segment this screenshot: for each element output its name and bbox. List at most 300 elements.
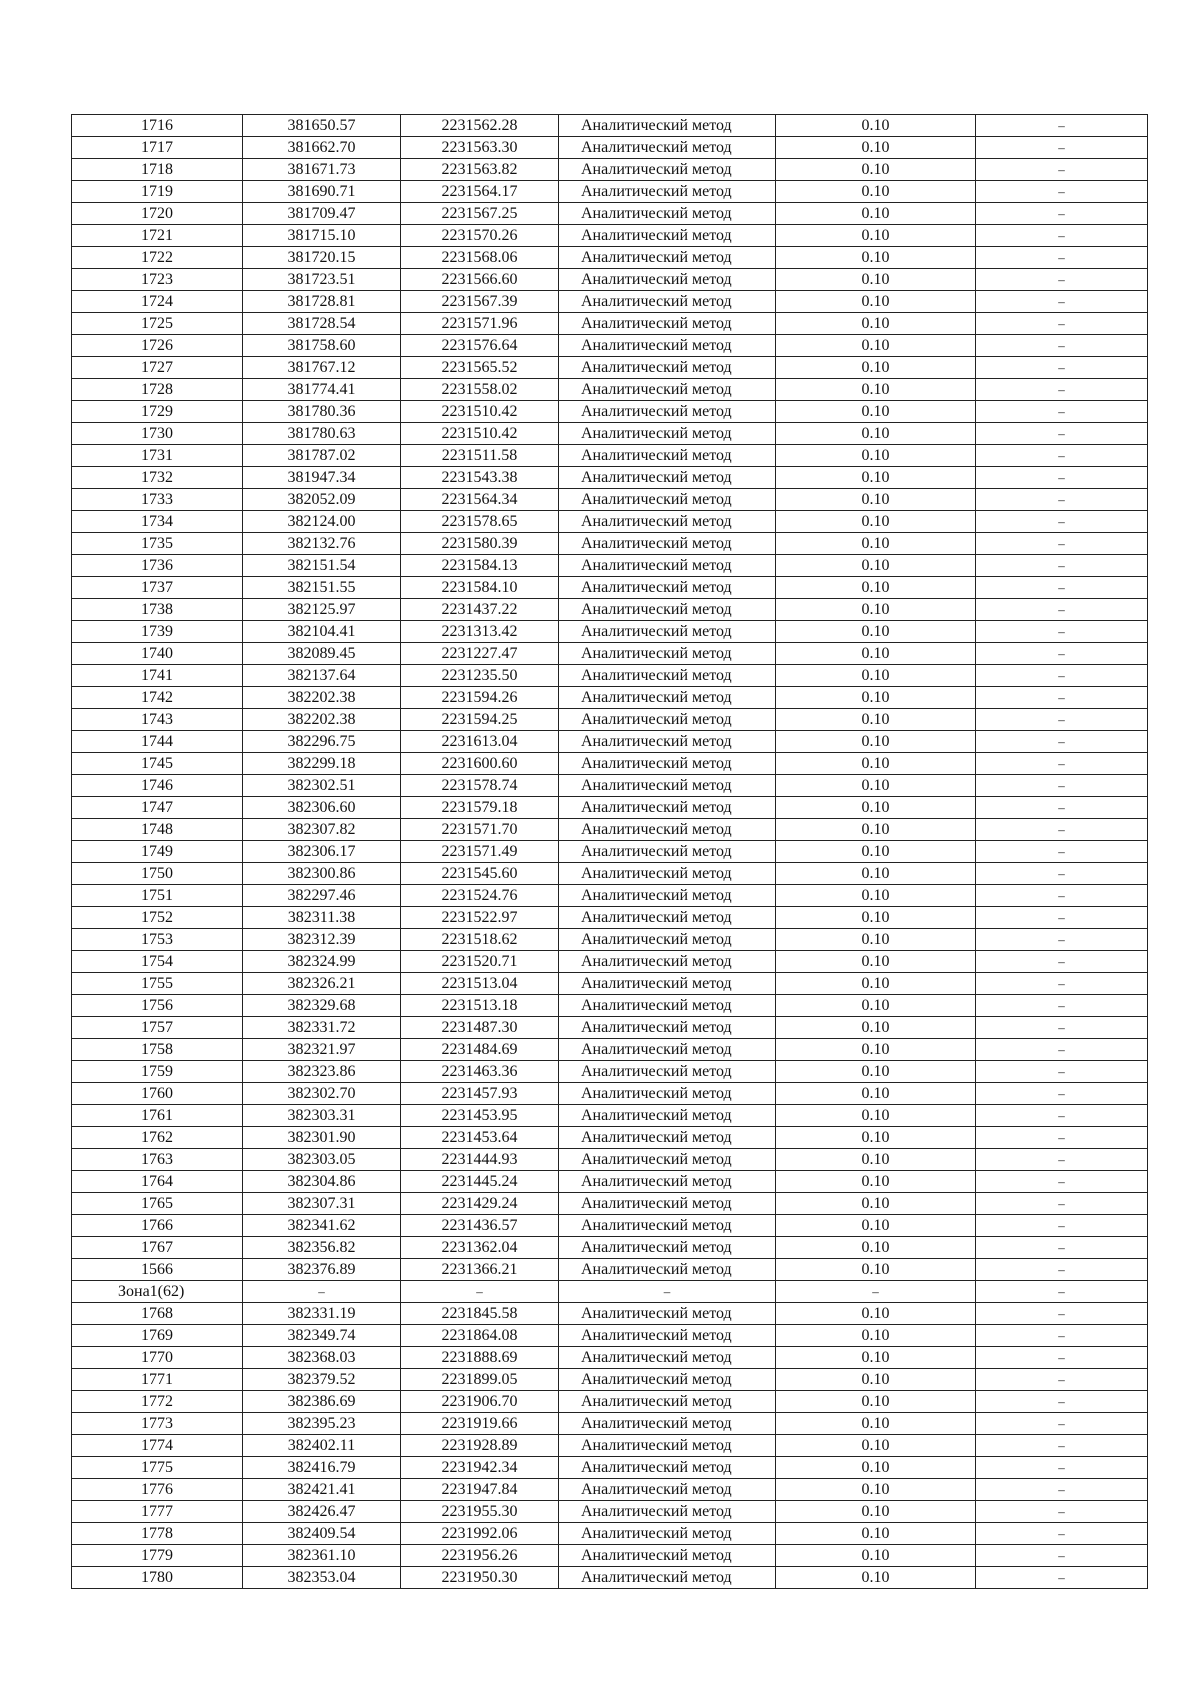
x-coordinate-cell: 381709.47 (243, 203, 401, 225)
x-coordinate-cell: 382395.23 (243, 1413, 401, 1435)
accuracy-cell: 0.10 (776, 1369, 976, 1391)
accuracy-cell: 0.10 (776, 731, 976, 753)
method-cell: Аналитический метод (559, 797, 776, 819)
method-cell: Аналитический метод (559, 1457, 776, 1479)
accuracy-cell: 0.10 (776, 1567, 976, 1589)
accuracy-cell: 0.10 (776, 885, 976, 907)
y-coordinate-cell: 2231453.95 (401, 1105, 559, 1127)
table-row (72, 1567, 1148, 1589)
x-coordinate-cell: 382202.38 (243, 709, 401, 731)
y-coordinate-cell: 2231578.65 (401, 511, 559, 533)
y-coordinate-cell: 2231563.82 (401, 159, 559, 181)
x-coordinate-cell: 381662.70 (243, 137, 401, 159)
note-cell: – (976, 1567, 1148, 1589)
y-coordinate-cell: 2231613.04 (401, 731, 559, 753)
note-cell: – (976, 973, 1148, 995)
method-cell: Аналитический метод (559, 269, 776, 291)
note-cell: – (976, 423, 1148, 445)
note-cell: – (976, 665, 1148, 687)
accuracy-cell: – (776, 1281, 976, 1303)
method-cell: Аналитический метод (559, 1171, 776, 1193)
y-coordinate-cell: 2231563.30 (401, 137, 559, 159)
point-number-cell: 1725 (72, 313, 243, 335)
y-coordinate-cell: 2231436.57 (401, 1215, 559, 1237)
note-cell: – (976, 489, 1148, 511)
table-row (72, 1017, 1148, 1039)
note-cell: – (976, 1457, 1148, 1479)
table-row (72, 797, 1148, 819)
accuracy-cell: 0.10 (776, 379, 976, 401)
method-cell: Аналитический метод (559, 1303, 776, 1325)
y-coordinate-cell: 2231564.17 (401, 181, 559, 203)
method-cell: Аналитический метод (559, 709, 776, 731)
y-coordinate-cell: 2231899.05 (401, 1369, 559, 1391)
accuracy-cell: 0.10 (776, 1039, 976, 1061)
point-number-cell: 1764 (72, 1171, 243, 1193)
point-number-cell: 1760 (72, 1083, 243, 1105)
note-cell: – (976, 467, 1148, 489)
point-number-cell: 1723 (72, 269, 243, 291)
y-coordinate-cell: 2231511.58 (401, 445, 559, 467)
note-cell: – (976, 445, 1148, 467)
accuracy-cell: 0.10 (776, 929, 976, 951)
x-coordinate-cell: 382368.03 (243, 1347, 401, 1369)
note-cell: – (976, 335, 1148, 357)
y-coordinate-cell: 2231888.69 (401, 1347, 559, 1369)
y-coordinate-cell: 2231518.62 (401, 929, 559, 951)
point-number-cell: 1778 (72, 1523, 243, 1545)
note-cell: – (976, 753, 1148, 775)
x-coordinate-cell: 382151.55 (243, 577, 401, 599)
y-coordinate-cell: 2231950.30 (401, 1567, 559, 1589)
x-coordinate-cell: 381780.63 (243, 423, 401, 445)
method-cell: Аналитический метод (559, 1347, 776, 1369)
table-row (72, 1391, 1148, 1413)
y-coordinate-cell: 2231444.93 (401, 1149, 559, 1171)
note-cell: – (976, 1237, 1148, 1259)
accuracy-cell: 0.10 (776, 423, 976, 445)
accuracy-cell: 0.10 (776, 1435, 976, 1457)
accuracy-cell: 0.10 (776, 863, 976, 885)
point-number-cell: 1767 (72, 1237, 243, 1259)
y-coordinate-cell: 2231584.10 (401, 577, 559, 599)
accuracy-cell: 0.10 (776, 203, 976, 225)
table-body (72, 115, 1148, 1589)
point-number-cell: 1729 (72, 401, 243, 423)
method-cell: Аналитический метод (559, 1039, 776, 1061)
table-row (72, 247, 1148, 269)
accuracy-cell: 0.10 (776, 577, 976, 599)
note-cell: – (976, 401, 1148, 423)
x-coordinate-cell: 382324.99 (243, 951, 401, 973)
point-number-cell: 1756 (72, 995, 243, 1017)
point-number-cell: 1759 (72, 1061, 243, 1083)
method-cell: Аналитический метод (559, 445, 776, 467)
table-row (72, 1457, 1148, 1479)
note-cell: – (976, 1523, 1148, 1545)
method-cell: Аналитический метод (559, 687, 776, 709)
table-row (72, 115, 1148, 137)
table-row (72, 1215, 1148, 1237)
y-coordinate-cell: – (401, 1281, 559, 1303)
accuracy-cell: 0.10 (776, 247, 976, 269)
table-row (72, 511, 1148, 533)
table-row (72, 1193, 1148, 1215)
method-cell: Аналитический метод (559, 775, 776, 797)
table-row (72, 401, 1148, 423)
method-cell: Аналитический метод (559, 1193, 776, 1215)
y-coordinate-cell: 2231566.60 (401, 269, 559, 291)
point-number-cell: 1717 (72, 137, 243, 159)
x-coordinate-cell: 381650.57 (243, 115, 401, 137)
table-row (72, 533, 1148, 555)
point-number-cell: 1736 (72, 555, 243, 577)
point-number-cell: 1745 (72, 753, 243, 775)
accuracy-cell: 0.10 (776, 1127, 976, 1149)
method-cell: Аналитический метод (559, 335, 776, 357)
accuracy-cell: 0.10 (776, 841, 976, 863)
point-number-cell: 1768 (72, 1303, 243, 1325)
accuracy-cell: 0.10 (776, 665, 976, 687)
note-cell: – (976, 1281, 1148, 1303)
method-cell: Аналитический метод (559, 357, 776, 379)
note-cell: – (976, 995, 1148, 1017)
accuracy-cell: 0.10 (776, 1347, 976, 1369)
table-row (72, 335, 1148, 357)
point-number-cell: 1775 (72, 1457, 243, 1479)
x-coordinate-cell: 382361.10 (243, 1545, 401, 1567)
point-number-cell: 1772 (72, 1391, 243, 1413)
point-number-cell: 1753 (72, 929, 243, 951)
y-coordinate-cell: 2231594.26 (401, 687, 559, 709)
method-cell: Аналитический метод (559, 555, 776, 577)
y-coordinate-cell: 2231571.70 (401, 819, 559, 841)
x-coordinate-cell: 381767.12 (243, 357, 401, 379)
y-coordinate-cell: 2231313.42 (401, 621, 559, 643)
accuracy-cell: 0.10 (776, 1479, 976, 1501)
method-cell: Аналитический метод (559, 1391, 776, 1413)
accuracy-cell: 0.10 (776, 489, 976, 511)
table-row (72, 1347, 1148, 1369)
note-cell: – (976, 1171, 1148, 1193)
point-number-cell: 1758 (72, 1039, 243, 1061)
x-coordinate-cell: 382089.45 (243, 643, 401, 665)
method-cell: Аналитический метод (559, 1325, 776, 1347)
accuracy-cell: 0.10 (776, 1413, 976, 1435)
note-cell: – (976, 621, 1148, 643)
table-row (72, 885, 1148, 907)
accuracy-cell: 0.10 (776, 511, 976, 533)
accuracy-cell: 0.10 (776, 1391, 976, 1413)
x-coordinate-cell: 382323.86 (243, 1061, 401, 1083)
table-row (72, 1435, 1148, 1457)
point-number-cell: 1780 (72, 1567, 243, 1589)
x-coordinate-cell: 381728.54 (243, 313, 401, 335)
table-row (72, 665, 1148, 687)
table-row (72, 269, 1148, 291)
y-coordinate-cell: 2231362.04 (401, 1237, 559, 1259)
method-cell: Аналитический метод (559, 929, 776, 951)
point-number-cell: 1743 (72, 709, 243, 731)
table-row (72, 973, 1148, 995)
point-number-cell: 1761 (72, 1105, 243, 1127)
method-cell: Аналитический метод (559, 1523, 776, 1545)
table-row (72, 181, 1148, 203)
table-row (72, 1237, 1148, 1259)
accuracy-cell: 0.10 (776, 335, 976, 357)
note-cell: – (976, 1303, 1148, 1325)
method-cell: Аналитический метод (559, 863, 776, 885)
point-number-cell: 1726 (72, 335, 243, 357)
point-number-cell: 1774 (72, 1435, 243, 1457)
x-coordinate-cell: 382421.41 (243, 1479, 401, 1501)
accuracy-cell: 0.10 (776, 313, 976, 335)
x-coordinate-cell: 382307.82 (243, 819, 401, 841)
accuracy-cell: 0.10 (776, 1501, 976, 1523)
note-cell: – (976, 225, 1148, 247)
accuracy-cell: 0.10 (776, 1171, 976, 1193)
point-number-cell: 1752 (72, 907, 243, 929)
note-cell: – (976, 1127, 1148, 1149)
x-coordinate-cell: 381690.71 (243, 181, 401, 203)
note-cell: – (976, 203, 1148, 225)
method-cell: Аналитический метод (559, 533, 776, 555)
method-cell: Аналитический метод (559, 1501, 776, 1523)
y-coordinate-cell: 2231235.50 (401, 665, 559, 687)
point-number-cell: 1716 (72, 115, 243, 137)
note-cell: – (976, 687, 1148, 709)
accuracy-cell: 0.10 (776, 1083, 976, 1105)
accuracy-cell: 0.10 (776, 291, 976, 313)
table-row (72, 313, 1148, 335)
method-cell: – (559, 1281, 776, 1303)
y-coordinate-cell: 2231366.21 (401, 1259, 559, 1281)
accuracy-cell: 0.10 (776, 555, 976, 577)
accuracy-cell: 0.10 (776, 137, 976, 159)
table-row (72, 1083, 1148, 1105)
accuracy-cell: 0.10 (776, 1105, 976, 1127)
method-cell: Аналитический метод (559, 401, 776, 423)
method-cell: Аналитический метод (559, 973, 776, 995)
y-coordinate-cell: 2231570.26 (401, 225, 559, 247)
table-row (72, 1127, 1148, 1149)
x-coordinate-cell: 382151.54 (243, 555, 401, 577)
x-coordinate-cell: 382052.09 (243, 489, 401, 511)
note-cell: – (976, 1479, 1148, 1501)
method-cell: Аналитический метод (559, 621, 776, 643)
note-cell: – (976, 1413, 1148, 1435)
table-row (72, 709, 1148, 731)
x-coordinate-cell: 382307.31 (243, 1193, 401, 1215)
x-coordinate-cell: 382349.74 (243, 1325, 401, 1347)
x-coordinate-cell: 382297.46 (243, 885, 401, 907)
x-coordinate-cell: 382376.89 (243, 1259, 401, 1281)
method-cell: Аналитический метод (559, 1105, 776, 1127)
note-cell: – (976, 863, 1148, 885)
note-cell: – (976, 1017, 1148, 1039)
y-coordinate-cell: 2231568.06 (401, 247, 559, 269)
point-number-cell: 1742 (72, 687, 243, 709)
method-cell: Аналитический метод (559, 599, 776, 621)
x-coordinate-cell: 381758.60 (243, 335, 401, 357)
note-cell: – (976, 137, 1148, 159)
x-coordinate-cell: 382326.21 (243, 973, 401, 995)
point-number-cell: 1718 (72, 159, 243, 181)
method-cell: Аналитический метод (559, 225, 776, 247)
x-coordinate-cell: 382104.41 (243, 621, 401, 643)
table-row (72, 1479, 1148, 1501)
y-coordinate-cell: 2231564.34 (401, 489, 559, 511)
point-number-cell: 1755 (72, 973, 243, 995)
method-cell: Аналитический метод (559, 1435, 776, 1457)
point-number-cell: 1765 (72, 1193, 243, 1215)
y-coordinate-cell: 2231429.24 (401, 1193, 559, 1215)
table-row (72, 929, 1148, 951)
method-cell: Аналитический метод (559, 247, 776, 269)
table-row (72, 1523, 1148, 1545)
accuracy-cell: 0.10 (776, 269, 976, 291)
y-coordinate-cell: 2231942.34 (401, 1457, 559, 1479)
accuracy-cell: 0.10 (776, 1303, 976, 1325)
x-coordinate-cell: 382301.90 (243, 1127, 401, 1149)
x-coordinate-cell: 382132.76 (243, 533, 401, 555)
table-row (72, 819, 1148, 841)
x-coordinate-cell: 382386.69 (243, 1391, 401, 1413)
y-coordinate-cell: 2231562.28 (401, 115, 559, 137)
table-row (72, 379, 1148, 401)
point-number-cell: 1747 (72, 797, 243, 819)
accuracy-cell: 0.10 (776, 797, 976, 819)
accuracy-cell: 0.10 (776, 687, 976, 709)
table-row (72, 577, 1148, 599)
table-row (72, 1303, 1148, 1325)
accuracy-cell: 0.10 (776, 1259, 976, 1281)
point-number-cell: 1771 (72, 1369, 243, 1391)
accuracy-cell: 0.10 (776, 1457, 976, 1479)
method-cell: Аналитический метод (559, 1259, 776, 1281)
table-row (72, 995, 1148, 1017)
point-number-cell: 1746 (72, 775, 243, 797)
accuracy-cell: 0.10 (776, 1149, 976, 1171)
method-cell: Аналитический метод (559, 423, 776, 445)
y-coordinate-cell: 2231579.18 (401, 797, 559, 819)
note-cell: – (976, 1259, 1148, 1281)
y-coordinate-cell: 2231992.06 (401, 1523, 559, 1545)
y-coordinate-cell: 2231463.36 (401, 1061, 559, 1083)
y-coordinate-cell: 2231578.74 (401, 775, 559, 797)
point-number-cell: 1773 (72, 1413, 243, 1435)
x-coordinate-cell: 381787.02 (243, 445, 401, 467)
point-number-cell: 1734 (72, 511, 243, 533)
note-cell: – (976, 1039, 1148, 1061)
accuracy-cell: 0.10 (776, 1325, 976, 1347)
accuracy-cell: 0.10 (776, 225, 976, 247)
method-cell: Аналитический метод (559, 1369, 776, 1391)
note-cell: – (976, 1215, 1148, 1237)
note-cell: – (976, 555, 1148, 577)
point-number-cell: 1777 (72, 1501, 243, 1523)
accuracy-cell: 0.10 (776, 951, 976, 973)
y-coordinate-cell: 2231928.89 (401, 1435, 559, 1457)
method-cell: Аналитический метод (559, 203, 776, 225)
y-coordinate-cell: 2231524.76 (401, 885, 559, 907)
table-row (72, 621, 1148, 643)
accuracy-cell: 0.10 (776, 1523, 976, 1545)
accuracy-cell: 0.10 (776, 357, 976, 379)
point-number-cell: 1732 (72, 467, 243, 489)
accuracy-cell: 0.10 (776, 533, 976, 555)
y-coordinate-cell: 2231457.93 (401, 1083, 559, 1105)
x-coordinate-cell: 382303.05 (243, 1149, 401, 1171)
note-cell: – (976, 1325, 1148, 1347)
y-coordinate-cell: 2231567.25 (401, 203, 559, 225)
y-coordinate-cell: 2231513.04 (401, 973, 559, 995)
x-coordinate-cell: 382304.86 (243, 1171, 401, 1193)
x-coordinate-cell: 382302.70 (243, 1083, 401, 1105)
note-cell: – (976, 313, 1148, 335)
point-number-cell: 1722 (72, 247, 243, 269)
method-cell: Аналитический метод (559, 115, 776, 137)
y-coordinate-cell: 2231600.60 (401, 753, 559, 775)
accuracy-cell: 0.10 (776, 1193, 976, 1215)
x-coordinate-cell: 382302.51 (243, 775, 401, 797)
point-number-cell: 1728 (72, 379, 243, 401)
y-coordinate-cell: 2231576.64 (401, 335, 559, 357)
method-cell: Аналитический метод (559, 1413, 776, 1435)
x-coordinate-cell: 382125.97 (243, 599, 401, 621)
point-number-cell: 1724 (72, 291, 243, 313)
y-coordinate-cell: 2231437.22 (401, 599, 559, 621)
table-row (72, 203, 1148, 225)
table-row (72, 291, 1148, 313)
note-cell: – (976, 951, 1148, 973)
y-coordinate-cell: 2231845.58 (401, 1303, 559, 1325)
note-cell: – (976, 819, 1148, 841)
table-row (72, 687, 1148, 709)
y-coordinate-cell: 2231227.47 (401, 643, 559, 665)
note-cell: – (976, 709, 1148, 731)
x-coordinate-cell: 382321.97 (243, 1039, 401, 1061)
accuracy-cell: 0.10 (776, 753, 976, 775)
table-row (72, 951, 1148, 973)
note-cell: – (976, 533, 1148, 555)
note-cell: – (976, 797, 1148, 819)
method-cell: Аналитический метод (559, 731, 776, 753)
table-row (72, 1259, 1148, 1281)
point-number-cell: 1762 (72, 1127, 243, 1149)
note-cell: – (976, 511, 1148, 533)
y-coordinate-cell: 2231580.39 (401, 533, 559, 555)
note-cell: – (976, 159, 1148, 181)
note-cell: – (976, 379, 1148, 401)
table-row (72, 1413, 1148, 1435)
x-coordinate-cell: 381715.10 (243, 225, 401, 247)
note-cell: – (976, 1105, 1148, 1127)
x-coordinate-cell: – (243, 1281, 401, 1303)
note-cell: – (976, 1083, 1148, 1105)
point-number-cell: 1749 (72, 841, 243, 863)
x-coordinate-cell: 381671.73 (243, 159, 401, 181)
method-cell: Аналитический метод (559, 1127, 776, 1149)
table-row (72, 467, 1148, 489)
point-number-cell: 1779 (72, 1545, 243, 1567)
method-cell: Аналитический метод (559, 819, 776, 841)
x-coordinate-cell: 382329.68 (243, 995, 401, 1017)
table-row (72, 1061, 1148, 1083)
y-coordinate-cell: 2231567.39 (401, 291, 559, 313)
table-row (72, 555, 1148, 577)
method-cell: Аналитический метод (559, 181, 776, 203)
